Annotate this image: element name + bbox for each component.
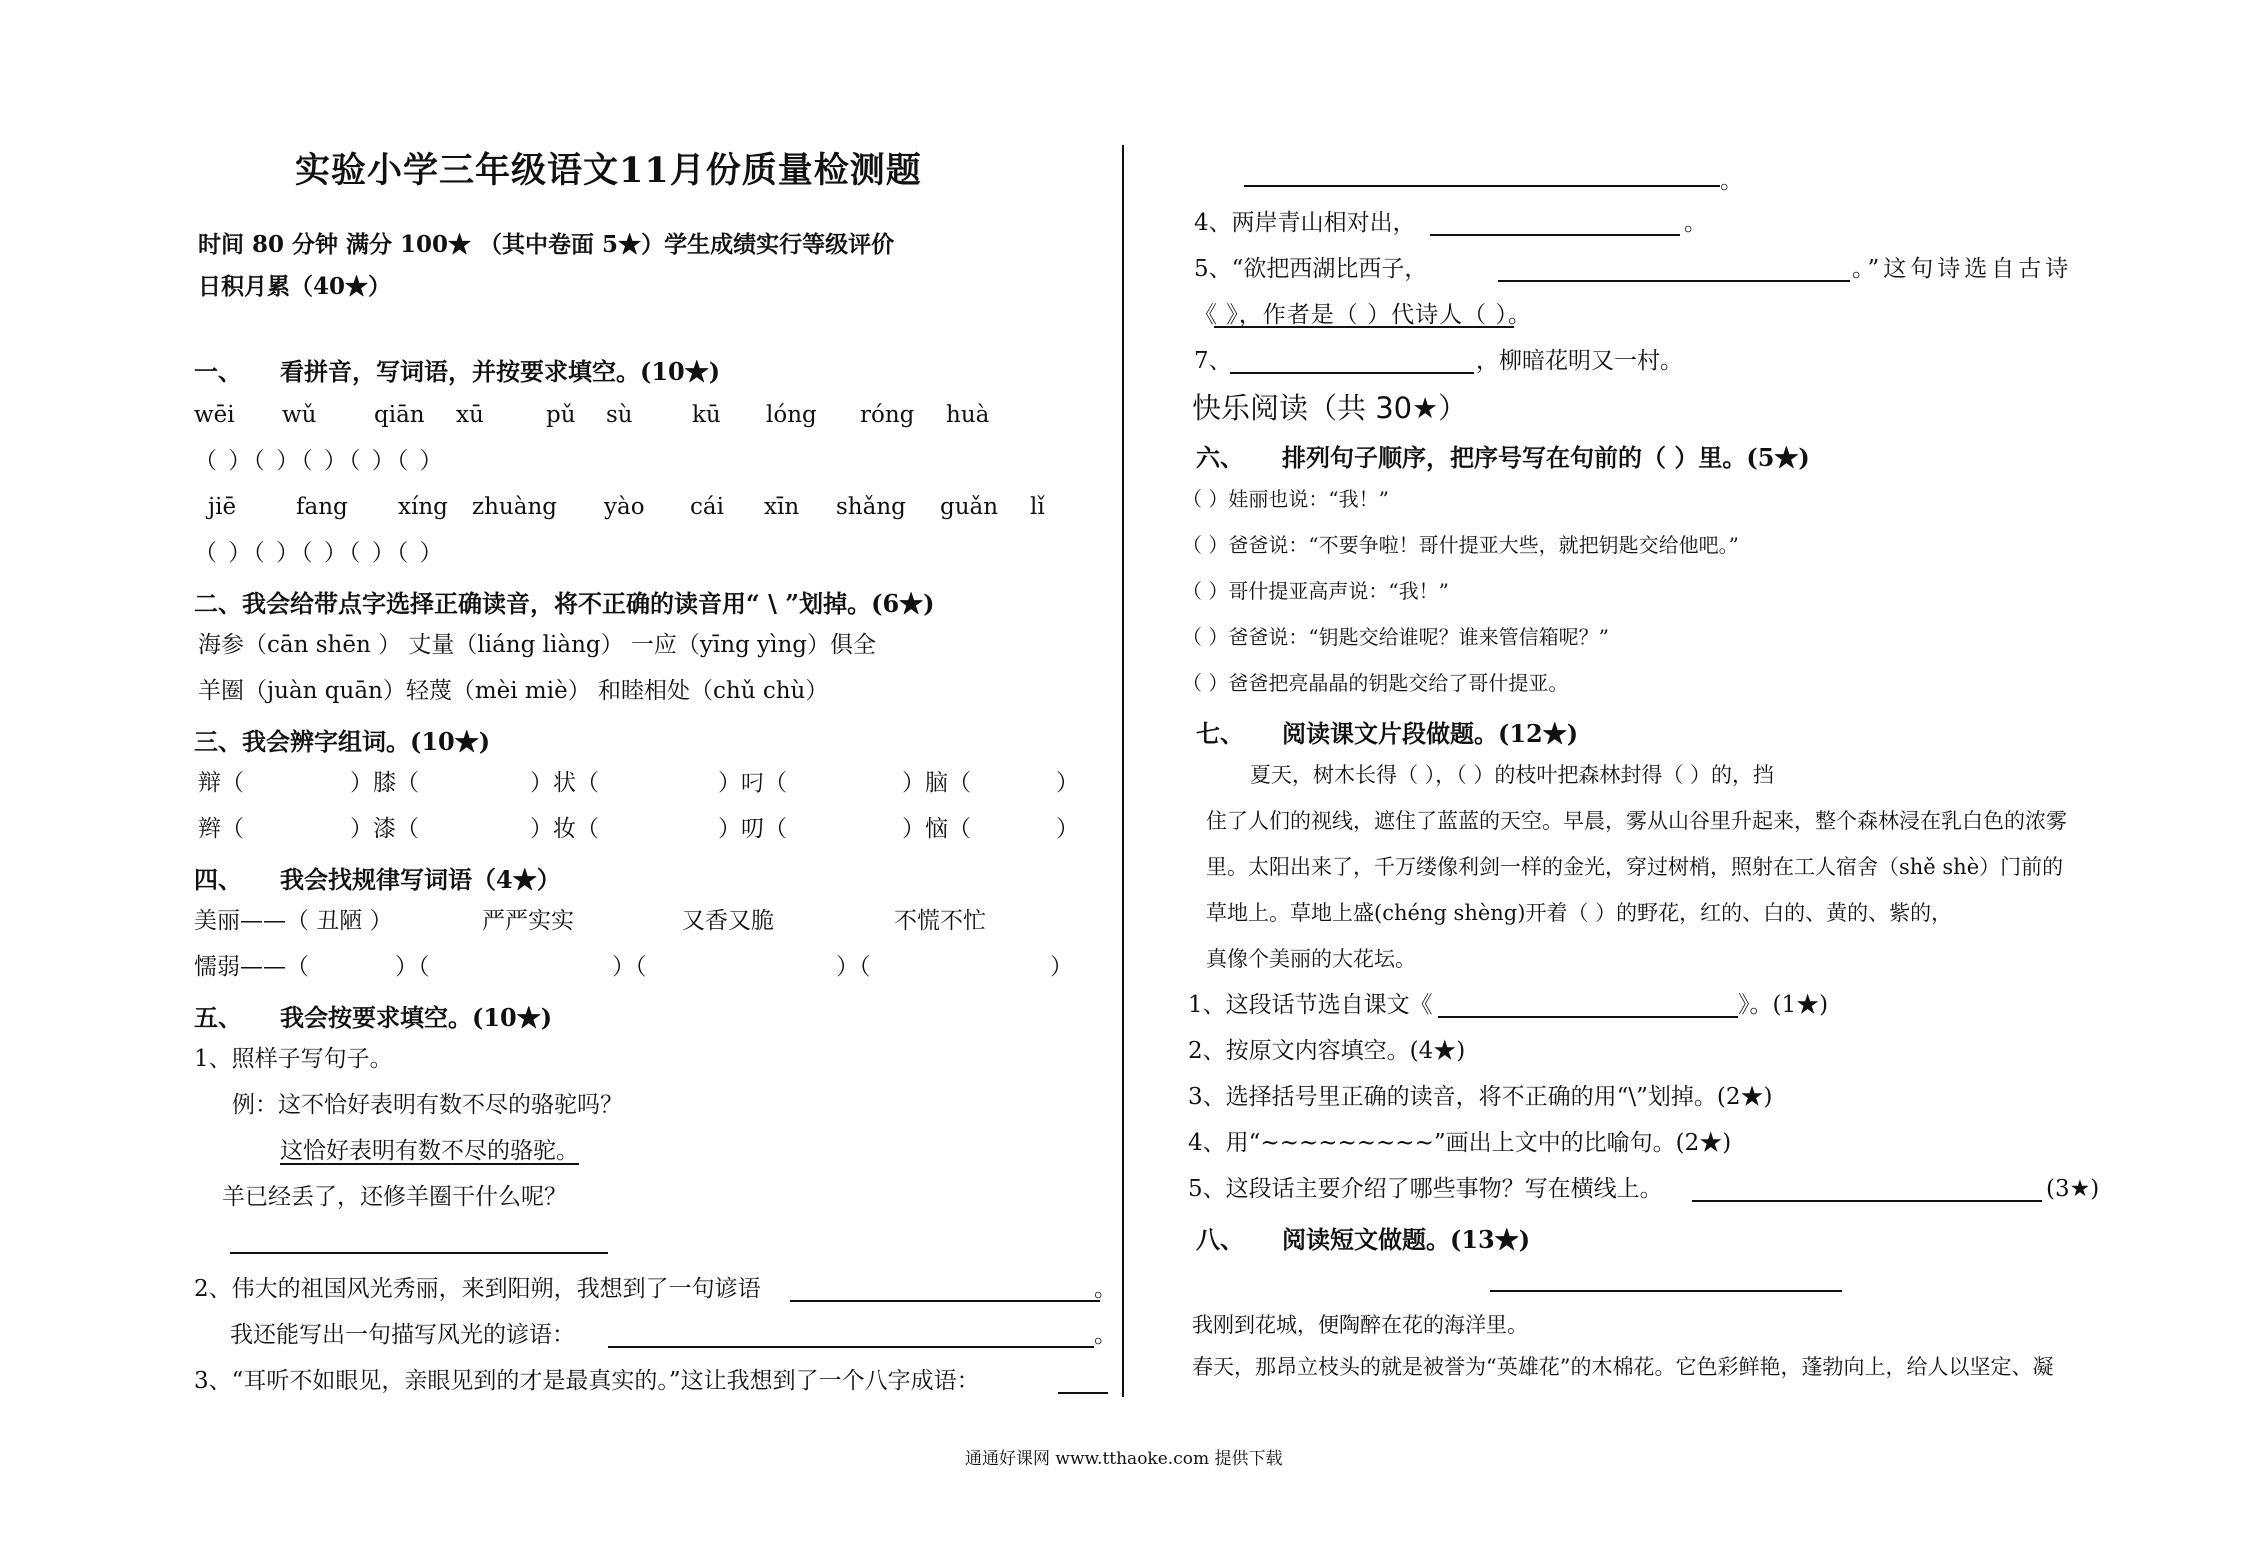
q2-line1[interactable]: 海参（cān shēn ） 丈量（liáng liàng） 一应（yīng yìng）俱全 bbox=[198, 632, 877, 658]
pinyin: lóng bbox=[766, 402, 817, 428]
q2-line2[interactable]: 羊圈（juàn quān）轻蔑（mèi miè） 和睦相处（chǔ chù） bbox=[198, 678, 829, 704]
q3-cell[interactable]: ） bbox=[1056, 770, 1079, 796]
q6-sentence[interactable]: （ ）爸爸说：“钥匙交给谁呢？谁来管信箱呢？” bbox=[1182, 625, 1609, 649]
answer-line[interactable] bbox=[1244, 185, 1720, 187]
q5-item3: 3、“耳听不如眼见，亲眼见到的才是最真实的。”这让我想到了一个八字成语： bbox=[194, 1368, 980, 1394]
q5-item2a: 2、伟大的祖国风光秀丽，来到阳朔，我想到了一句谚语 bbox=[194, 1276, 761, 1302]
q3-cell[interactable]: ）脑（ bbox=[902, 770, 971, 796]
answer-line[interactable] bbox=[1498, 280, 1850, 282]
q3-cell: 辩（ bbox=[198, 770, 244, 796]
column-divider bbox=[1122, 145, 1124, 1397]
period: 。 bbox=[1094, 1276, 1117, 1302]
pinyin: lǐ bbox=[1030, 494, 1045, 520]
answer-line[interactable] bbox=[1438, 1016, 1738, 1018]
q4-cell: 严严实实 bbox=[482, 908, 574, 934]
q3-cell[interactable]: ）状（ bbox=[530, 770, 599, 796]
period: 。 bbox=[1720, 168, 1743, 194]
q7-sub2: 2、按原文内容填空。(4★) bbox=[1188, 1038, 1466, 1064]
pinyin: qiān bbox=[374, 402, 425, 428]
q5-example-answer: 这恰好表明有数不尽的骆驼。 bbox=[280, 1138, 579, 1164]
pinyin: pǔ bbox=[546, 402, 576, 428]
q3-cell[interactable]: ）妆（ bbox=[530, 816, 599, 842]
q7-sub5-score: (3★) bbox=[2046, 1176, 2100, 1202]
q7-passage-line: 里。太阳出来了，千万缕像利剑一样的金光，穿过树梢，照射在工人宿舍（shě shè）门前的 bbox=[1206, 855, 2064, 879]
pinyin: shǎng bbox=[836, 494, 906, 520]
period: 。 bbox=[1684, 210, 1707, 236]
pinyin: xū bbox=[456, 402, 484, 428]
poem-item4: 4、两岸青山相对出， bbox=[1194, 210, 1416, 236]
pinyin: yào bbox=[604, 494, 645, 520]
q4-heading: 我会找规律写词语（4★） bbox=[280, 865, 561, 894]
pinyin: róng bbox=[860, 402, 915, 428]
q3-cell[interactable]: ） bbox=[1056, 816, 1079, 842]
q5-task-sentence: 羊已经丢了，还修羊圈干什么呢？ bbox=[222, 1184, 567, 1210]
q4-number: 四、 bbox=[194, 865, 242, 894]
q1-answer-parens-row1[interactable]: （ ）（ ）（ ）（ ）（ ） bbox=[194, 448, 445, 474]
q7-number: 七、 bbox=[1196, 719, 1244, 748]
pinyin: kū bbox=[692, 402, 721, 428]
poem-item7b: ，柳暗花明又一村。 bbox=[1476, 348, 1683, 374]
q6-heading: 排列句子顺序，把序号写在句前的（ ）里。(5★) bbox=[1282, 443, 1810, 472]
poem-item7a: 7、 bbox=[1194, 348, 1232, 374]
q5-number: 五、 bbox=[194, 1003, 242, 1032]
q2-heading: 二、我会给带点字选择正确读音，将不正确的读音用“ \ ”划掉。(6★) bbox=[194, 589, 935, 618]
q7-passage-line: 夏天，树木长得（ ），（ ）的枝叶把森林封得（ ）的，挡 bbox=[1250, 763, 1775, 787]
q3-cell: 辫（ bbox=[198, 816, 244, 842]
q7-passage-line: 草地上。草地上盛(chéng shèng)开着（ ）的野花，红的、白的、黄的、紫的， bbox=[1206, 901, 1953, 925]
answer-line[interactable] bbox=[608, 1346, 1094, 1348]
exam-info: 时间 80 分钟 满分 100★ （其中卷面 5★）学生成绩实行等级评价 bbox=[198, 231, 895, 258]
q5-item2b: 我还能写出一句描写风光的谚语： bbox=[230, 1322, 575, 1348]
answer-line[interactable] bbox=[1230, 372, 1474, 374]
q7-sub4: 4、用“~~~~~~~~~”画出上文中的比喻句。(2★) bbox=[1188, 1130, 1732, 1156]
q6-sentence[interactable]: （ ）哥什提亚高声说：“我！” bbox=[1182, 579, 1449, 603]
q8-paragraph: 春天，那昂立枝头的就是被誉为“英雄花”的木棉花。它色彩鲜艳，蓬勃向上，给人以坚定、凝 bbox=[1192, 1355, 2054, 1379]
q4-cell[interactable]: ） bbox=[1050, 954, 1073, 980]
pinyin: wǔ bbox=[282, 402, 317, 428]
answer-line[interactable] bbox=[230, 1252, 608, 1254]
reading-section-title: 快乐阅读（共 30★） bbox=[1192, 391, 1468, 425]
q4-cell: 懦弱——（ bbox=[194, 954, 309, 980]
pinyin: xíng bbox=[398, 494, 448, 520]
q8-number: 八、 bbox=[1196, 1225, 1244, 1254]
pinyin: cái bbox=[690, 494, 724, 520]
answer-line[interactable] bbox=[790, 1300, 1100, 1302]
q8-paragraph: 我刚到花城，便陶醉在花的海洋里。 bbox=[1192, 1313, 1528, 1337]
q3-cell[interactable]: ）叼（ bbox=[718, 770, 787, 796]
pinyin: huà bbox=[946, 402, 990, 428]
q3-cell[interactable]: ）叨（ bbox=[718, 816, 787, 842]
q1-heading: 看拼音，写词语，并按要求填空。(10★) bbox=[280, 357, 721, 386]
q6-number: 六、 bbox=[1196, 443, 1244, 472]
section-accumulation: 日积月累（40★） bbox=[198, 273, 392, 300]
q3-heading: 三、我会辨字组词。(10★) bbox=[194, 727, 491, 756]
pinyin: guǎn bbox=[940, 494, 999, 520]
q7-sub1: 1、这段话节选自课文《 bbox=[1188, 992, 1433, 1018]
q7-sub3: 3、选择括号里正确的读音，将不正确的用“\”划掉。(2★) bbox=[1188, 1084, 1773, 1110]
page-title: 实验小学三年级语文11月份质量检测题 bbox=[295, 150, 922, 191]
q6-sentence[interactable]: （ ）娃丽也说：“我！” bbox=[1182, 487, 1389, 511]
q4-cell[interactable]: ）（ bbox=[836, 954, 871, 980]
answer-line[interactable] bbox=[1430, 234, 1680, 236]
pinyin: fang bbox=[296, 494, 348, 520]
poem-item5b: 。”这句诗选自古诗 bbox=[1852, 256, 2073, 282]
pinyin: jiē bbox=[208, 494, 237, 520]
q7-passage-line: 住了人们的视线，遮住了蓝蓝的天空。早晨，雾从山谷里升起来，整个森林浸在乳白色的浓雾 bbox=[1206, 809, 2067, 833]
poem-item5a: 5、“欲把西湖比西子， bbox=[1194, 256, 1428, 282]
q6-sentence[interactable]: （ ）爸爸说：“不要争啦！哥什提亚大些，就把钥匙交给他吧。” bbox=[1182, 533, 1739, 557]
q3-cell[interactable]: ）漆（ bbox=[350, 816, 419, 842]
q3-cell[interactable]: ）膝（ bbox=[350, 770, 419, 796]
pinyin: sù bbox=[606, 402, 633, 428]
q7-sub1-end: 》。(1★) bbox=[1738, 992, 1829, 1018]
answer-line[interactable] bbox=[1692, 1200, 2042, 1202]
pinyin: zhuàng bbox=[472, 494, 557, 520]
q6-sentence[interactable]: （ ）爸爸把亮晶晶的钥匙交给了哥什提亚。 bbox=[1182, 671, 1569, 695]
answer-line[interactable] bbox=[1058, 1392, 1108, 1394]
answer-line[interactable] bbox=[1214, 326, 1514, 328]
pinyin: xīn bbox=[764, 494, 800, 520]
q7-heading: 阅读课文片段做题。(12★) bbox=[1282, 719, 1579, 748]
footer-credit: 通通好课网 www.tthaoke.com 提供下载 bbox=[965, 1449, 1283, 1469]
poem-item5c[interactable]: 《 》，作者是（ ）代诗人（ ）。 bbox=[1194, 302, 1532, 328]
q4-cell[interactable]: ）（ bbox=[395, 954, 430, 980]
q5-heading: 我会按要求填空。(10★) bbox=[280, 1003, 553, 1032]
q1-number: 一、 bbox=[194, 357, 242, 386]
q4-cell: 美丽——（ 丑陋 ） bbox=[194, 908, 393, 934]
q8-heading: 阅读短文做题。(13★) bbox=[1282, 1225, 1531, 1254]
q3-cell[interactable]: ）恼（ bbox=[902, 816, 971, 842]
q5-example: 例：这不恰好表明有数不尽的骆驼吗？ bbox=[232, 1092, 623, 1118]
q4-cell: 又香又脆 bbox=[682, 908, 774, 934]
q4-cell[interactable]: ）（ bbox=[612, 954, 647, 980]
pinyin: wēi bbox=[194, 402, 235, 428]
q7-passage-line: 真像个美丽的大花坛。 bbox=[1206, 947, 1416, 971]
q7-sub5: 5、这段话主要介绍了哪些事物？写在横线上。 bbox=[1188, 1176, 1663, 1202]
q4-cell: 不慌不忙 bbox=[894, 908, 986, 934]
q5-item1: 1、照样子写句子。 bbox=[194, 1046, 393, 1072]
answer-line[interactable] bbox=[1490, 1290, 1842, 1292]
q1-answer-parens-row2[interactable]: （ ）（ ）（ ）（ ）（ ） bbox=[194, 540, 445, 566]
period: 。 bbox=[1094, 1322, 1117, 1348]
